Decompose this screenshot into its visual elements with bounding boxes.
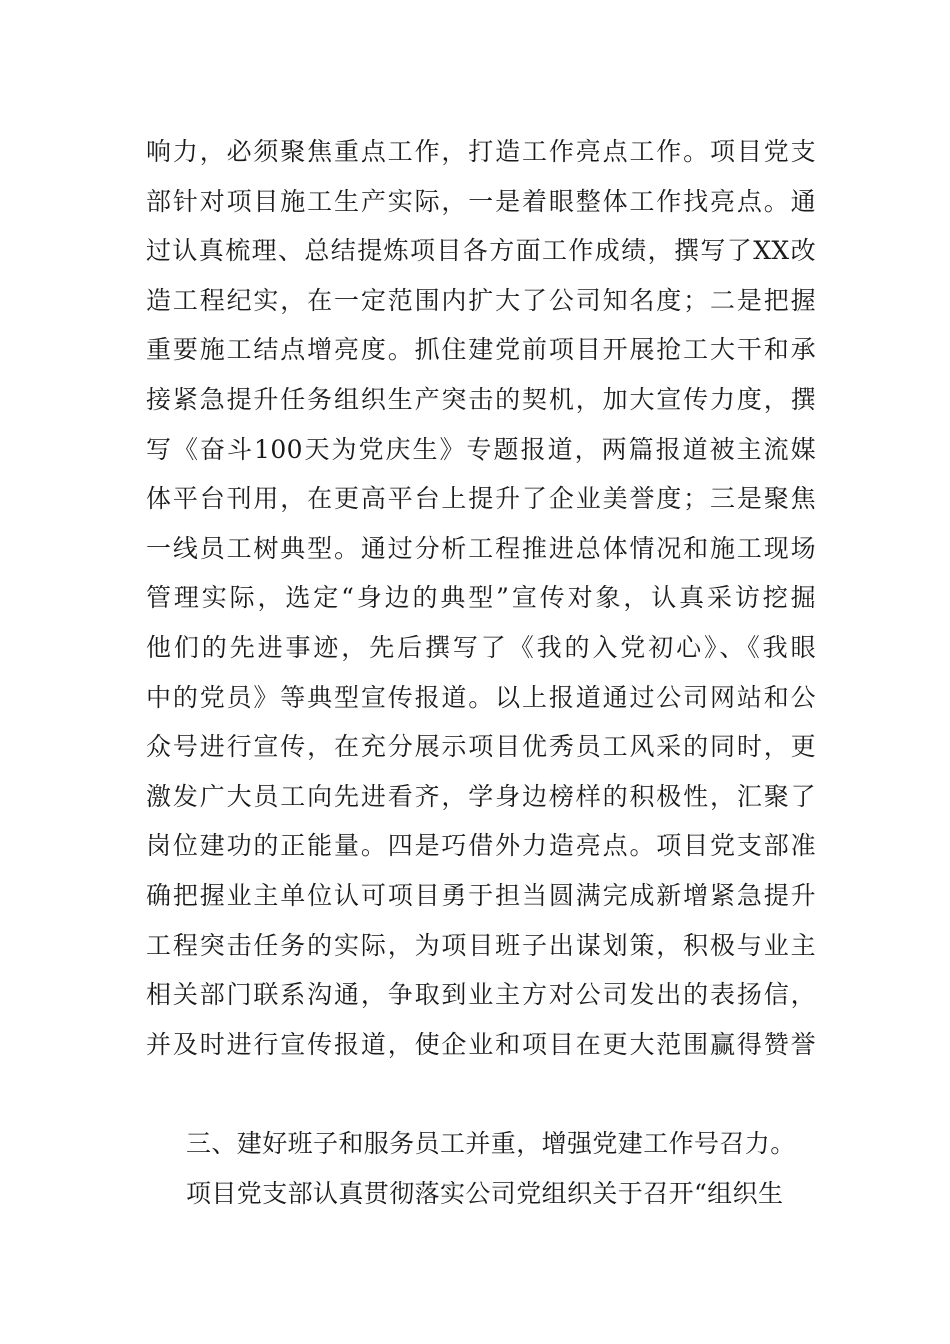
- body-line: 相关部门联系沟通，争取到业主方对公司发出的表扬信，: [146, 980, 816, 1009]
- body-line: 部针对项目施工生产实际，一是着眼整体工作找亮点。通: [146, 187, 816, 216]
- body-line: 一线员工树典型。通过分析工程推进总体情况和施工现场: [146, 534, 816, 563]
- body-line: 激发广大员工向先进看齐，学身边榜样的积极性，汇聚了: [146, 782, 816, 811]
- body-line: 他们的先进事迹，先后撰写了《我的入党初心》、《我眼: [146, 633, 816, 662]
- body-line: 造工程纪实，在一定范围内扩大了公司知名度；二是把握: [146, 286, 816, 315]
- body-line: 写《奋斗100天为党庆生》专题报道，两篇报道被主流媒: [146, 435, 816, 464]
- body-line: 管理实际，选定“身边的典型”宣传对象，认真采访挖掘: [146, 583, 816, 612]
- body-line: 众号进行宣传，在充分展示项目优秀员工风采的同时，更: [146, 732, 816, 761]
- body-line: 岗位建功的正能量。四是巧借外力造亮点。项目党支部准: [146, 831, 816, 860]
- body-line: 重要施工结点增亮度。抓住建党前项目开展抢工大干和承: [146, 335, 816, 364]
- body-line: 体平台刊用，在更高平台上提升了企业美誉度；三是聚焦: [146, 484, 816, 513]
- section-heading: 三、建好班子和服务员工并重，增强党建工作号召力。: [186, 1129, 796, 1158]
- body-line: 工程突击任务的实际，为项目班子出谋划策，积极与业主: [146, 931, 816, 960]
- body-line: 中的党员》等典型宣传报道。以上报道通过公司网站和公: [146, 683, 816, 712]
- body-line: 过认真梳理、总结提炼项目各方面工作成绩，撰写了XX改: [146, 236, 816, 265]
- body-line: 接紧急提升任务组织生产突击的契机，加大宣传力度，撰: [146, 385, 816, 414]
- body-line: 响力，必须聚焦重点工作，打造工作亮点工作。项目党支: [146, 137, 816, 166]
- section-first-line: 项目党支部认真贯彻落实公司党组织关于召开“组织生: [186, 1179, 784, 1208]
- body-line: 并及时进行宣传报道，使企业和项目在更大范围赢得赞誉: [146, 1030, 816, 1059]
- body-line: 确把握业主单位认可项目勇于担当圆满完成新增紧急提升: [146, 881, 816, 910]
